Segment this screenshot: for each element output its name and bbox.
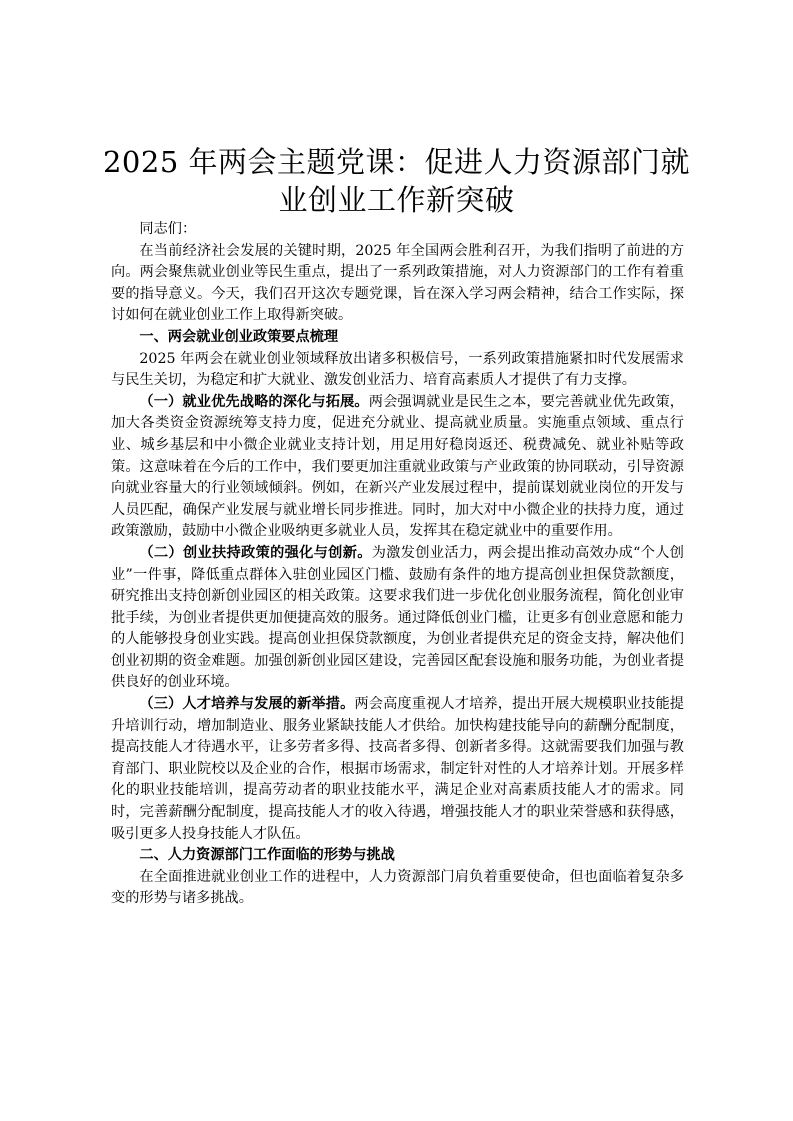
section-1-heading: 一、两会就业创业政策要点梳理: [139, 328, 339, 345]
policy-point-1-lead: （一）就业优先战略的深化与拓展。: [139, 393, 369, 410]
policy-point-2-lead: （二）创业扶持政策的强化与创新。: [139, 544, 372, 561]
policy-point-1: [111, 392, 684, 543]
salutation: 同志们：: [139, 221, 197, 237]
policy-point-2: [111, 543, 684, 694]
policy-point-3-text: 两会高度重视人才培养，提出开展大规模职业技能提升培训行动，增加制造业、服务业紧缺技能人才供给。加快构建技能导向的薪酬分配制度，提高技能人才待遇水平，让多劳者多得、技高者多得、创新者多得。这就需要我们加强与教育部门、职业院校以及企业的合作，根据市场需求，制定针对性的人才培养计划。开展多样化的职业技能培训，提高劳动者的职业技能水平，满足企业对高素质技能人才的需求。同时，完善薪酬分配制度，提高技能人才的收入待遇，增强技能人才的职业荣誉感和获得感，吸引更多人投身技能人才队伍。: [111, 696, 684, 842]
section-2-heading: 二、人力资源部门工作面临的形势与挑战: [139, 847, 395, 864]
section-1-intro: 2025 年两会在就业创业领域释放出诸多积极信号，一系列政策措施紧扣时代发展需求与民生关切，为稳定和扩大就业、激发创业活力、培育高素质人才提供了有力支撑。: [111, 350, 684, 389]
policy-point-3-lead: （三）人才培养与发展的新举措。: [139, 696, 355, 713]
intro-paragraph: 在当前经济社会发展的关键时期，2025 年全国两会胜利召开，为我们指明了前进的方向。两会聚焦就业创业等民生重点，提出了一系列政策措施，对人力资源部门的工作有着重要的指导意义。今天，我们召开这次专题党课，旨在深入学习两会精神，结合工作实际，探讨如何在就业创业工作上取得新突破。: [111, 242, 684, 324]
document-title: 2025 年两会主题党课：促进人力资源部门就业创业工作新突破: [102, 145, 691, 217]
policy-point-2-text: 为激发创业活力，两会提出推动高效办成“个人创业”一件事，降低重点群体入驻创业园区门槛、鼓励有条件的地方提高创业担保贷款额度，研究推出支持创新创业园区的相关政策。这要求我们进一步优化创业服务流程，简化创业审批手续，为创业者提供更加便捷高效的服务。通过降低创业门槛，让更多有创业意愿和能力的人能够投身创业实践。提高创业担保贷款额度，为创业者提供充足的资金支持，解决他们创业初期的资金难题。加强创新创业园区建设，完善园区配套设施和服务功能，为创业者提供良好的创业环境。: [111, 544, 684, 691]
section-2-intro: 在全面推进就业创业工作的进程中，人力资源部门肩负着重要使命，但也面临着复杂多变的形势与诸多挑战。: [111, 868, 684, 907]
policy-point-3: [111, 694, 684, 845]
policy-point-1-text: 两会强调就业是民生之本，要完善就业优先政策，加大各类资金资源统筹支持力度，促进充分就业、提高就业质量。实施重点领域、重点行业、城乡基层和中小微企业就业支持计划，用足用好稳岗返还、税费减免、就业补贴等政策。这意味着在今后的工作中，我们要更加注重就业政策与产业政策的协同联动，引导资源向就业容量大的行业领域倾斜。例如，在新兴产业发展过程中，提前谋划就业岗位的开发与人员匹配，确保产业发展与就业增长同步推进。同时，加大对中小微企业的扶持力度，通过政策激励，鼓励中小微企业吸纳更多就业人员，发挥其在稳定就业中的重要作用。: [111, 393, 684, 540]
document-body: [111, 219, 684, 910]
